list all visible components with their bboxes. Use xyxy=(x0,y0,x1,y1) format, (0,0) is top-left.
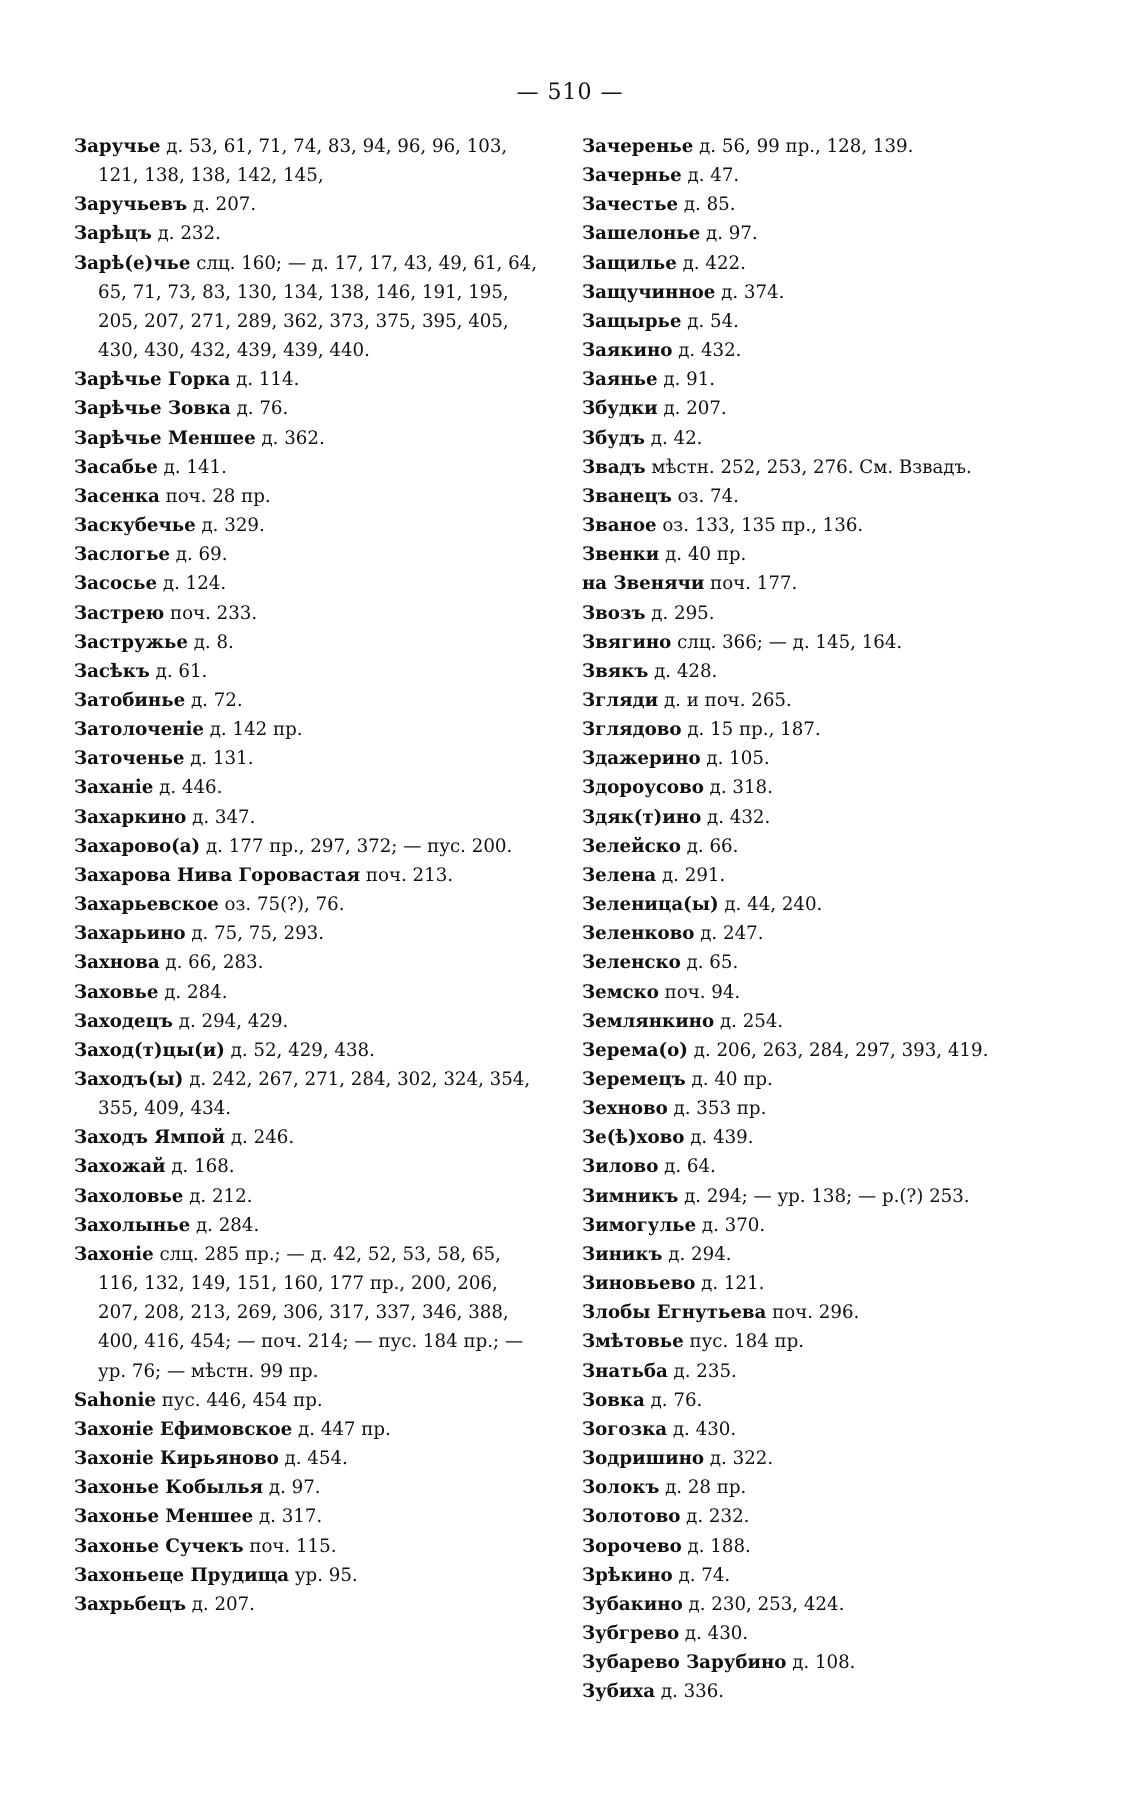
entry-references: д. 447 пр. xyxy=(298,1418,391,1440)
index-entry xyxy=(582,569,1052,598)
entry-headword: Зашелонье xyxy=(582,223,701,245)
index-entry xyxy=(582,1211,1052,1240)
entry-references: д. 347. xyxy=(192,806,256,828)
entry-headword: Зеленково xyxy=(582,923,695,945)
index-entry xyxy=(74,424,544,453)
entry-references: д. 232. xyxy=(686,1506,750,1528)
index-entry xyxy=(74,1386,544,1415)
entry-references: д. 446. xyxy=(159,777,223,799)
entry-references: д. 124. xyxy=(162,573,227,595)
entry-headword: Затобинье xyxy=(74,689,186,711)
index-entry xyxy=(74,1590,544,1619)
entry-references: слц. 160; — д. 17, 17, 43, 49, 61, 64, 65, 71, 73, 83, 130, 134, 138, 146, 191, 195, 205, 207, 271, 289, 362, 373, 375, 395, 405, 430, 430, 432, 439, 439, 440. xyxy=(98,252,538,362)
index-entry xyxy=(74,1211,544,1240)
entry-references: д. 15 пр., 187. xyxy=(687,719,821,741)
entry-references: д. 370. xyxy=(701,1214,766,1236)
entry-references: д. 97. xyxy=(268,1477,321,1499)
index-entry xyxy=(74,978,544,1007)
entry-references: д. 432. xyxy=(707,806,771,828)
entry-references: д. 362. xyxy=(261,427,325,449)
index-entry xyxy=(582,1065,1052,1094)
entry-headword: Здороусово xyxy=(582,777,704,799)
entry-headword: Зогозка xyxy=(582,1418,668,1440)
index-entry xyxy=(582,1415,1052,1444)
index-entry xyxy=(582,628,1052,657)
entry-headword: Звенки xyxy=(582,544,660,566)
index-entry xyxy=(582,803,1052,832)
entry-references: д. 142 пр. xyxy=(209,719,303,741)
index-entry xyxy=(582,1444,1052,1473)
entry-headword: Зовка xyxy=(582,1389,645,1411)
entry-headword: Звадъ xyxy=(582,456,646,478)
index-entry xyxy=(582,394,1052,423)
entry-references: д. 105. xyxy=(706,748,770,770)
index-entry xyxy=(74,832,544,861)
entry-references: оз. 74. xyxy=(677,485,739,507)
entry-references: поч. 94. xyxy=(664,981,741,1003)
entry-references: д. 291. xyxy=(661,864,726,886)
index-entry xyxy=(582,1152,1052,1181)
entry-headword: Зачестье xyxy=(582,194,679,216)
index-entry xyxy=(582,1590,1052,1619)
entry-headword: Заходецъ xyxy=(74,1010,173,1032)
index-entry xyxy=(74,715,544,744)
entry-headword: Зубакино xyxy=(582,1593,683,1615)
entry-references: д. 246. xyxy=(230,1127,295,1149)
entry-headword: Заскубечье xyxy=(74,515,196,537)
index-entry xyxy=(74,1502,544,1531)
index-entry xyxy=(582,773,1052,802)
entry-headword: Землянкино xyxy=(582,1010,715,1032)
index-entry xyxy=(74,1444,544,1473)
entry-references: д. 40 пр. xyxy=(665,544,747,566)
index-entry xyxy=(74,540,544,569)
index-entry xyxy=(582,1240,1052,1269)
entry-references: д. 230, 253, 424. xyxy=(688,1593,845,1615)
entry-references: д. 64. xyxy=(664,1156,716,1178)
entry-headword: Захрьбецъ xyxy=(74,1593,186,1615)
index-entry xyxy=(74,1532,544,1561)
entry-headword: Збудъ xyxy=(582,427,645,449)
entry-references: д. 66. xyxy=(686,835,739,857)
entry-references: д. 284. xyxy=(195,1214,260,1236)
index-entry xyxy=(582,861,1052,890)
index-entry xyxy=(582,1269,1052,1298)
index-entry xyxy=(74,132,544,190)
entry-references: поч. 296. xyxy=(772,1302,860,1324)
entry-headword: Засенка xyxy=(74,485,160,507)
entry-headword: Злобы Егнутьева xyxy=(582,1302,767,1324)
entry-references: д. 53, 61, 71, 74, 83, 94, 96, 96, 103, 121, 138, 138, 142, 145, xyxy=(98,136,508,187)
index-entry xyxy=(582,1327,1052,1356)
entry-references: д. 430. xyxy=(672,1418,737,1440)
entry-references: оз. 75(?), 76. xyxy=(224,894,345,916)
entry-references: пус. 446, 454 пр. xyxy=(161,1389,323,1411)
index-entry xyxy=(582,686,1052,715)
index-entry xyxy=(74,511,544,540)
entry-headword: Зимогулье xyxy=(582,1214,697,1236)
index-entry xyxy=(582,336,1052,365)
entry-references: ур. 95. xyxy=(294,1564,358,1586)
index-entry xyxy=(74,453,544,482)
entry-references: д. 61. xyxy=(155,660,208,682)
entry-references: д. и поч. 265. xyxy=(663,689,792,711)
index-entry xyxy=(74,686,544,715)
index-column-left xyxy=(74,132,544,1619)
entry-headword: Захонье Кобылья xyxy=(74,1477,264,1499)
index-entry xyxy=(582,132,1052,161)
entry-headword: Засосье xyxy=(74,573,158,595)
entry-headword: Защилье xyxy=(582,252,677,274)
entry-headword: Захарова Нива Горовастая xyxy=(74,864,361,886)
entry-references: д. 76. xyxy=(650,1389,703,1411)
entry-headword: Здяк(т)ино xyxy=(582,806,702,828)
entry-references: д. 75, 75, 293. xyxy=(191,923,324,945)
entry-headword: Зе(ѣ)хово xyxy=(582,1127,685,1149)
entry-references: д. 72. xyxy=(190,689,243,711)
index-entry xyxy=(582,219,1052,248)
entry-headword: Зехново xyxy=(582,1098,668,1120)
entry-headword: Зодришино xyxy=(582,1448,705,1470)
entry-headword: Згляди xyxy=(582,689,659,711)
entry-references: оз. 133, 135 пр., 136. xyxy=(662,515,864,537)
entry-headword: Зерема(о) xyxy=(582,1039,688,1061)
index-entry xyxy=(582,1561,1052,1590)
entry-references: д. 336. xyxy=(660,1681,725,1703)
entry-headword: Заходъ Ямпой xyxy=(74,1127,226,1149)
index-entry xyxy=(74,1182,544,1211)
index-entry xyxy=(74,803,544,832)
entry-headword: Зарѣчье Горка xyxy=(74,369,231,391)
index-entry xyxy=(74,861,544,890)
entry-references: д. 206, 263, 284, 297, 393, 419. xyxy=(693,1039,989,1061)
index-entry xyxy=(74,1065,544,1123)
entry-headword: Захоловье xyxy=(74,1185,184,1207)
entry-references: поч. 233. xyxy=(169,602,258,624)
entry-references: д. 212. xyxy=(189,1185,253,1207)
entry-references: поч. 177. xyxy=(710,573,798,595)
entry-headword: Зарѣчье Меншее xyxy=(74,427,256,449)
entry-headword: Захонье Сучекъ xyxy=(74,1535,244,1557)
entry-references: д. 69. xyxy=(175,544,228,566)
entry-references: д. 177 пр., 297, 372; — пус. 200. xyxy=(205,835,513,857)
entry-references: д. 235. xyxy=(673,1360,737,1382)
entry-references: д. 65. xyxy=(686,952,739,974)
entry-headword: Заслогье xyxy=(74,544,170,566)
entry-headword: Засабье xyxy=(74,456,158,478)
entry-headword: Заякино xyxy=(582,340,673,362)
entry-headword: Зеленица(ы) xyxy=(582,894,719,916)
index-entry xyxy=(74,1415,544,1444)
entry-references: поч. 115. xyxy=(249,1535,337,1557)
entry-references: д. 207. xyxy=(191,1593,255,1615)
index-entry xyxy=(582,1648,1052,1677)
entry-references: д. 422. xyxy=(682,252,746,274)
entry-references: мѣстн. 252, 253, 276. См. Взвадъ. xyxy=(651,456,972,478)
entry-headword: Захоніе Ефимовское xyxy=(74,1418,293,1440)
entry-references: д. 295. xyxy=(651,602,715,624)
entry-references: пус. 184 пр. xyxy=(689,1331,805,1353)
entry-headword: Захоніе xyxy=(74,1243,154,1265)
entry-headword: Захоніе Кирьяново xyxy=(74,1448,279,1470)
entry-headword: Заход(т)цы(и) xyxy=(74,1039,225,1061)
entry-references: поч. 213. xyxy=(365,864,454,886)
entry-references: д. 322. xyxy=(709,1448,774,1470)
index-entry xyxy=(582,249,1052,278)
index-entry xyxy=(582,1473,1052,1502)
index-entry xyxy=(582,307,1052,336)
index-entry xyxy=(74,190,544,219)
entry-headword: Зорочево xyxy=(582,1535,682,1557)
index-entry xyxy=(582,1036,1052,1065)
entry-headword: Зачернье xyxy=(582,165,682,187)
index-entry xyxy=(74,919,544,948)
entry-references: д. 66, 283. xyxy=(165,952,264,974)
index-entry xyxy=(74,569,544,598)
index-entry xyxy=(74,948,544,977)
entry-headword: Зубгрево xyxy=(582,1622,680,1644)
index-entry xyxy=(582,190,1052,219)
entry-references: поч. 28 пр. xyxy=(165,485,271,507)
entry-references: д. 56, 99 пр., 128, 139. xyxy=(699,136,914,157)
entry-references: д. 284. xyxy=(164,981,228,1003)
entry-references: д. 432. xyxy=(678,340,742,362)
index-entry xyxy=(582,1532,1052,1561)
index-entry xyxy=(74,1152,544,1181)
index-entry xyxy=(74,219,544,248)
entry-references: слц. 366; — д. 145, 164. xyxy=(677,631,903,653)
index-entry xyxy=(582,511,1052,540)
entry-headword: Заходъ(ы) xyxy=(74,1069,184,1090)
entry-references: д. 207. xyxy=(663,398,727,420)
entry-references: д. 8. xyxy=(193,631,234,653)
index-entry xyxy=(74,890,544,919)
entry-headword: Захожай xyxy=(74,1156,166,1178)
index-entry xyxy=(582,978,1052,1007)
index-entry xyxy=(582,1502,1052,1531)
index-entry xyxy=(74,1561,544,1590)
index-entry xyxy=(582,453,1052,482)
index-entry xyxy=(74,744,544,773)
entry-references: д. 318. xyxy=(709,777,773,799)
entry-references: д. 40 пр. xyxy=(691,1069,773,1090)
entry-headword: Золокъ xyxy=(582,1477,660,1499)
entry-references: д. 47. xyxy=(687,165,740,187)
entry-headword: Застрею xyxy=(74,602,165,624)
entry-references: д. 76. xyxy=(236,398,289,420)
entry-headword: Зачеренье xyxy=(582,136,694,157)
index-entry xyxy=(582,599,1052,628)
entry-headword: Званецъ xyxy=(582,485,672,507)
entry-references: д. 91. xyxy=(663,369,716,391)
index-entry xyxy=(74,1123,544,1152)
entry-headword: Sahonie xyxy=(74,1389,156,1411)
entry-headword: Зубиха xyxy=(582,1681,656,1703)
index-entry xyxy=(582,832,1052,861)
entry-headword: Застружье xyxy=(74,631,188,653)
entry-headword: Засѣкъ xyxy=(74,660,150,682)
entry-references: д. 374. xyxy=(721,281,785,303)
entry-headword: Затолоченіе xyxy=(74,719,204,741)
entry-references: д. 232. xyxy=(157,223,221,245)
entry-headword: Зилово xyxy=(582,1156,659,1178)
index-entry xyxy=(74,482,544,511)
entry-headword: Заянье xyxy=(582,369,658,391)
entry-headword: Земско xyxy=(582,981,659,1003)
index-entry xyxy=(74,365,544,394)
entry-headword: Знатьба xyxy=(582,1360,668,1382)
index-entry xyxy=(582,1677,1052,1706)
index-entry xyxy=(582,919,1052,948)
entry-references: д. 188. xyxy=(687,1535,751,1557)
entry-headword: Захоньеце Прудища xyxy=(74,1564,290,1586)
index-entry xyxy=(74,1473,544,1502)
entry-references: слц. 285 пр.; — д. 42, 52, 53, 58, 65, 116, 132, 149, 151, 160, 177 пр., 200, 206, 207, 208, 213, 269, 306, 317, 337, 346, 388, 400, 416, 454; — поч. 214; — пус. 184 пр.; — ур. 76; — мѣстн. 99 пр. xyxy=(98,1243,524,1382)
entry-headword: Зиникъ xyxy=(582,1243,663,1265)
index-entry xyxy=(582,1007,1052,1036)
entry-references: д. 454. xyxy=(284,1448,348,1470)
entry-headword: Захолынье xyxy=(74,1214,191,1236)
entry-headword: Змѣтовье xyxy=(582,1331,684,1353)
entry-references: д. 353 пр. xyxy=(673,1098,767,1120)
index-entry xyxy=(582,161,1052,190)
entry-references: д. 207. xyxy=(192,194,257,216)
entry-references: д. 141. xyxy=(163,456,227,478)
entry-references: д. 294; — ур. 138; — р.(?) 253. xyxy=(684,1185,970,1207)
entry-references: д. 428. xyxy=(654,660,718,682)
index-entry xyxy=(74,599,544,628)
index-entry xyxy=(582,1182,1052,1211)
entry-headword: Захарьино xyxy=(74,923,186,945)
entry-references: д. 85. xyxy=(683,194,736,216)
index-entry xyxy=(582,278,1052,307)
index-entry xyxy=(582,482,1052,511)
index-entry xyxy=(74,1036,544,1065)
entry-references: д. 242, 267, 271, 284, 302, 324, 354, 355, 409, 434. xyxy=(98,1069,531,1120)
entry-references: д. 294, 429. xyxy=(178,1010,289,1032)
page-number: — 510 — xyxy=(516,80,624,105)
entry-headword: Звягино xyxy=(582,631,672,653)
entry-references: д. 42. xyxy=(650,427,703,449)
entry-references: д. 430. xyxy=(684,1622,749,1644)
index-entry xyxy=(582,365,1052,394)
entry-headword: Зеленско xyxy=(582,952,681,974)
entry-headword: Захаркино xyxy=(74,806,187,828)
entry-headword: Захарово(а) xyxy=(74,835,201,857)
entry-references: д. 317. xyxy=(258,1506,323,1528)
entry-headword: Зарѣчье Зовка xyxy=(74,398,231,420)
index-entry xyxy=(74,628,544,657)
index-entry xyxy=(74,1240,544,1386)
entry-headword: Захонье Меншее xyxy=(74,1506,254,1528)
entry-references: д. 54. xyxy=(687,310,739,332)
index-entry xyxy=(582,1094,1052,1123)
entry-headword: Зарѣ(е)чье xyxy=(74,252,191,274)
index-entry xyxy=(74,1007,544,1036)
entry-headword: Заханіе xyxy=(74,777,154,799)
entry-headword: Звозъ xyxy=(582,602,646,624)
entry-references: д. 131. xyxy=(190,748,254,770)
index-entry xyxy=(582,1298,1052,1327)
index-entry xyxy=(582,424,1052,453)
index-entry xyxy=(582,1357,1052,1386)
entry-headword: Зелена xyxy=(582,864,657,886)
entry-headword: Збудки xyxy=(582,398,658,420)
entry-headword: Золотово xyxy=(582,1506,681,1528)
entry-headword: Зеремецъ xyxy=(582,1069,686,1090)
entry-references: д. 97. xyxy=(706,223,758,245)
entry-headword: Здажерино xyxy=(582,748,701,770)
entry-references: д. 108. xyxy=(792,1652,856,1674)
entry-headword: Зимникъ xyxy=(582,1185,679,1207)
entry-references: д. 44, 240. xyxy=(724,894,823,916)
index-entry xyxy=(582,1619,1052,1648)
index-entry xyxy=(582,715,1052,744)
entry-headword: Зубарево Зарубино xyxy=(582,1652,787,1674)
entry-references: д. 168. xyxy=(171,1156,235,1178)
index-entry xyxy=(582,1123,1052,1152)
entry-headword: Заручье xyxy=(74,136,161,157)
entry-references: д. 74. xyxy=(678,1564,731,1586)
index-entry xyxy=(582,890,1052,919)
index-entry xyxy=(74,394,544,423)
entry-headword: Зглядово xyxy=(582,719,682,741)
index-entry xyxy=(74,773,544,802)
index-column-right xyxy=(582,132,1052,1706)
entry-references: д. 247. xyxy=(700,923,764,945)
entry-references: д. 329. xyxy=(201,515,265,537)
index-entry xyxy=(582,657,1052,686)
entry-headword: Звякъ xyxy=(582,660,649,682)
entry-headword: Званое xyxy=(582,515,657,537)
entry-references: д. 121. xyxy=(701,1273,765,1295)
entry-headword: на Звенячи xyxy=(582,573,705,595)
index-entry xyxy=(74,249,544,366)
entry-headword: Заточенье xyxy=(74,748,185,770)
entry-headword: Защырье xyxy=(582,310,682,332)
index-entry xyxy=(582,540,1052,569)
index-entry xyxy=(582,744,1052,773)
entry-headword: Зрѣкино xyxy=(582,1564,673,1586)
entry-references: д. 114. xyxy=(236,369,300,391)
entry-headword: Захарьевское xyxy=(74,894,219,916)
entry-headword: Зиновьево xyxy=(582,1273,696,1295)
entry-references: д. 52, 429, 438. xyxy=(230,1039,375,1061)
entry-headword: Зелейско xyxy=(582,835,681,857)
index-entry xyxy=(582,948,1052,977)
entry-references: д. 28 пр. xyxy=(665,1477,747,1499)
entry-references: д. 439. xyxy=(690,1127,754,1149)
entry-headword: Зарѣцъ xyxy=(74,223,152,245)
index-entry xyxy=(74,657,544,686)
entry-headword: Заховье xyxy=(74,981,159,1003)
index-entry xyxy=(582,1386,1052,1415)
entry-references: д. 254. xyxy=(719,1010,784,1032)
entry-references: д. 294. xyxy=(668,1243,732,1265)
entry-headword: Защучинное xyxy=(582,281,716,303)
entry-headword: Захнова xyxy=(74,952,160,974)
entry-headword: Заручьевъ xyxy=(74,194,188,216)
